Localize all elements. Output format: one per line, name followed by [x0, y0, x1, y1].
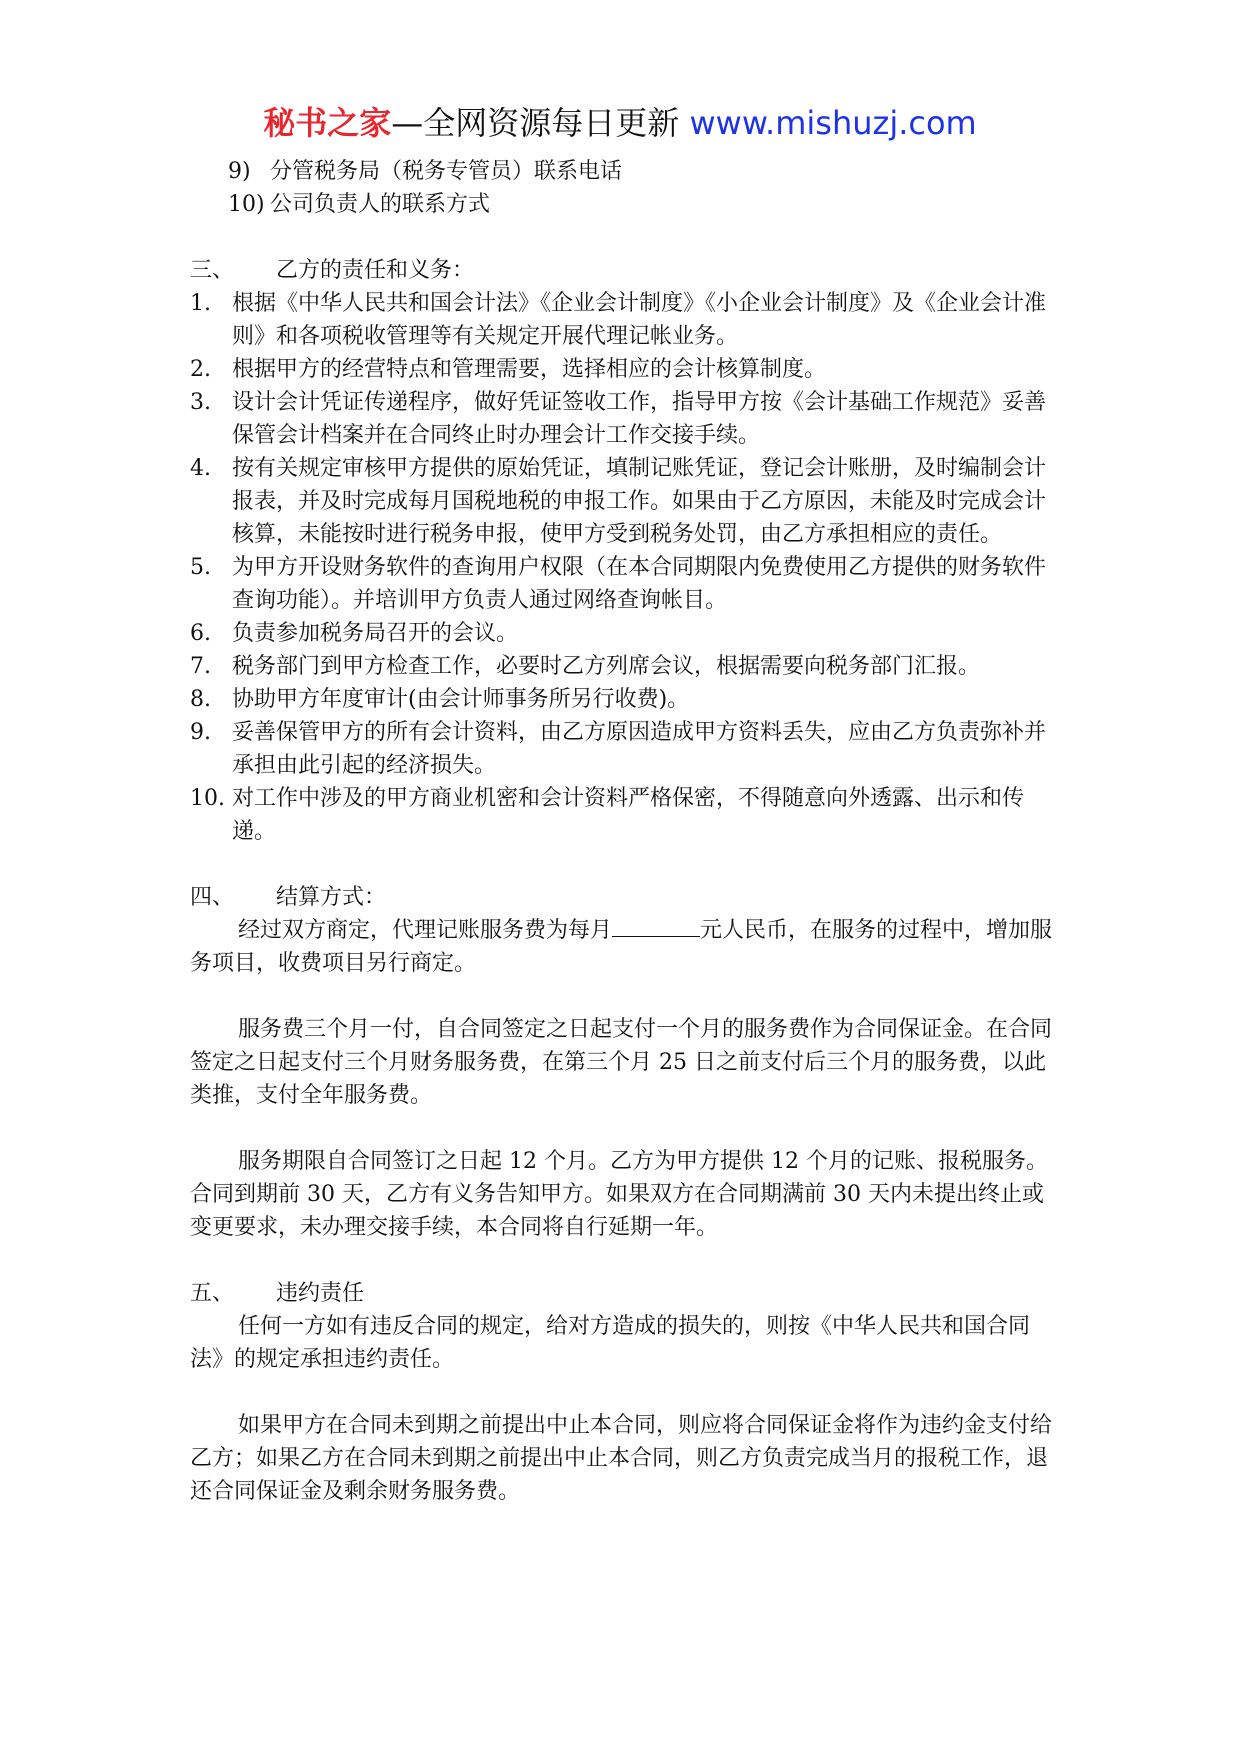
item-text: 税务部门到甲方检查工作，必要时乙方列席会议，根据需要向税务部门汇报。	[232, 654, 981, 679]
item-number: 3.	[190, 390, 211, 415]
list-item	[190, 650, 1060, 683]
list-item	[190, 782, 1060, 848]
item-number: 7.	[190, 654, 211, 679]
list-item	[190, 617, 1060, 650]
list-item	[228, 188, 1060, 221]
item-number: 6.	[190, 621, 211, 646]
header-url[interactable]: www.mishuzj.com	[689, 104, 977, 142]
item-text: 妥善保管甲方的所有会计资料，由乙方原因造成甲方资料丢失，应由乙方负责弥补并承担由此引起的经济损失。	[232, 720, 1047, 778]
list-item	[190, 287, 1060, 353]
list-item	[190, 452, 1060, 551]
section-title: 违约责任	[276, 1281, 365, 1306]
item-number: 9.	[190, 720, 211, 745]
section-number: 三、	[190, 258, 235, 283]
item-number: 1.	[190, 291, 211, 316]
section-title: 乙方的责任和义务：	[276, 258, 475, 283]
item-text: 设计会计凭证传递程序，做好凭证签收工作，指导甲方按《会计基础工作规范》妥善保管会计档案并在合同终止时办理会计工作交接手续。	[232, 390, 1047, 448]
obligations-list	[190, 287, 1060, 848]
item-number: 2.	[190, 357, 211, 382]
fee-text-after: 元人民币，在服务的过程中，增加服务项目，收费项目另行商定。	[190, 918, 1053, 976]
list-item	[190, 716, 1060, 782]
contact-list	[190, 155, 1060, 221]
paragraph: 服务费三个月一付，自合同签定之日起支付一个月的服务费作为合同保证金。在合同签定之日起支付三个月财务服务费，在第三个月 25 日之前支付后三个月的服务费，以此类推，支付全年服务费。	[190, 1017, 1053, 1108]
header-brand: 秘书之家	[263, 104, 392, 142]
section-title: 结算方式：	[276, 885, 387, 910]
paragraph: 服务期限自合同签订之日起 12 个月。乙方为甲方提供 12 个月的记账、报税服务。合同到期前 30 天，乙方有义务告知甲方。如果双方在合同期满前 30 天内未提出终止或变更要求，未办理交接手续，本合同将自行延期一年。	[190, 1149, 1048, 1240]
fee-blank-line	[612, 914, 700, 937]
item-number: 10)	[228, 192, 265, 217]
paragraph	[190, 914, 1060, 980]
section-number: 四、	[190, 885, 235, 910]
list-item	[190, 551, 1060, 617]
section-heading	[190, 881, 1060, 914]
item-text: 公司负责人的联系方式	[270, 192, 491, 217]
item-text: 根据《中华人民共和国会计法》《企业会计制度》《小企业会计制度》及《企业会计准则》和各项税收管理等有关规定开展代理记帐业务。	[232, 291, 1047, 349]
list-item	[190, 683, 1060, 716]
item-text: 分管税务局（税务专管员）联系电话	[270, 159, 623, 184]
item-text: 根据甲方的经营特点和管理需要，选择相应的会计核算制度。	[232, 357, 827, 382]
fee-text-before: 经过双方商定，代理记账服务费为每月	[238, 918, 613, 943]
paragraph: 如果甲方在合同未到期之前提出中止本合同，则应将合同保证金将作为违约金支付给乙方；如果乙方在合同未到期之前提出中止本合同，则乙方负责完成当月的报税工作，退还合同保证金及剩余财务服务费。	[190, 1413, 1053, 1504]
item-number: 5.	[190, 555, 211, 580]
paragraph: 任何一方如有违反合同的规定，给对方造成的损失的，则按《中华人民共和国合同法》的规定承担违约责任。	[190, 1314, 1031, 1372]
document-body	[190, 155, 1060, 1508]
list-item	[190, 353, 1060, 386]
item-text: 对工作中涉及的甲方商业机密和会计资料严格保密，不得随意向外透露、出示和传递。	[232, 786, 1025, 844]
item-number: 10.	[190, 786, 225, 811]
item-number: 4.	[190, 456, 211, 481]
item-text: 按有关规定审核甲方提供的原始凭证，填制记账凭证，登记会计账册，及时编制会计报表，并及时完成每月国税地税的申报工作。如果由于乙方原因，未能及时完成会计核算，未能按时进行税务申报，使甲方受到税务处罚，由乙方承担相应的责任。	[232, 456, 1047, 547]
item-text: 负责参加税务局召开的会议。	[232, 621, 519, 646]
section-number: 五、	[190, 1281, 235, 1306]
item-text: 协助甲方年度审计(由会计师事务所另行收费)。	[232, 687, 690, 712]
site-header	[0, 103, 1240, 143]
item-number: 8.	[190, 687, 211, 712]
list-item	[228, 155, 1060, 188]
item-text: 为甲方开设财务软件的查询用户权限（在本合同期限内免费使用乙方提供的财务软件查询功能）。并培训甲方负责人通过网络查询帐目。	[232, 555, 1047, 613]
list-item	[190, 386, 1060, 452]
header-tagline: —全网资源每日更新	[391, 104, 680, 142]
section-heading	[190, 254, 1060, 287]
item-number: 9)	[228, 159, 251, 184]
section-heading	[190, 1277, 1060, 1310]
